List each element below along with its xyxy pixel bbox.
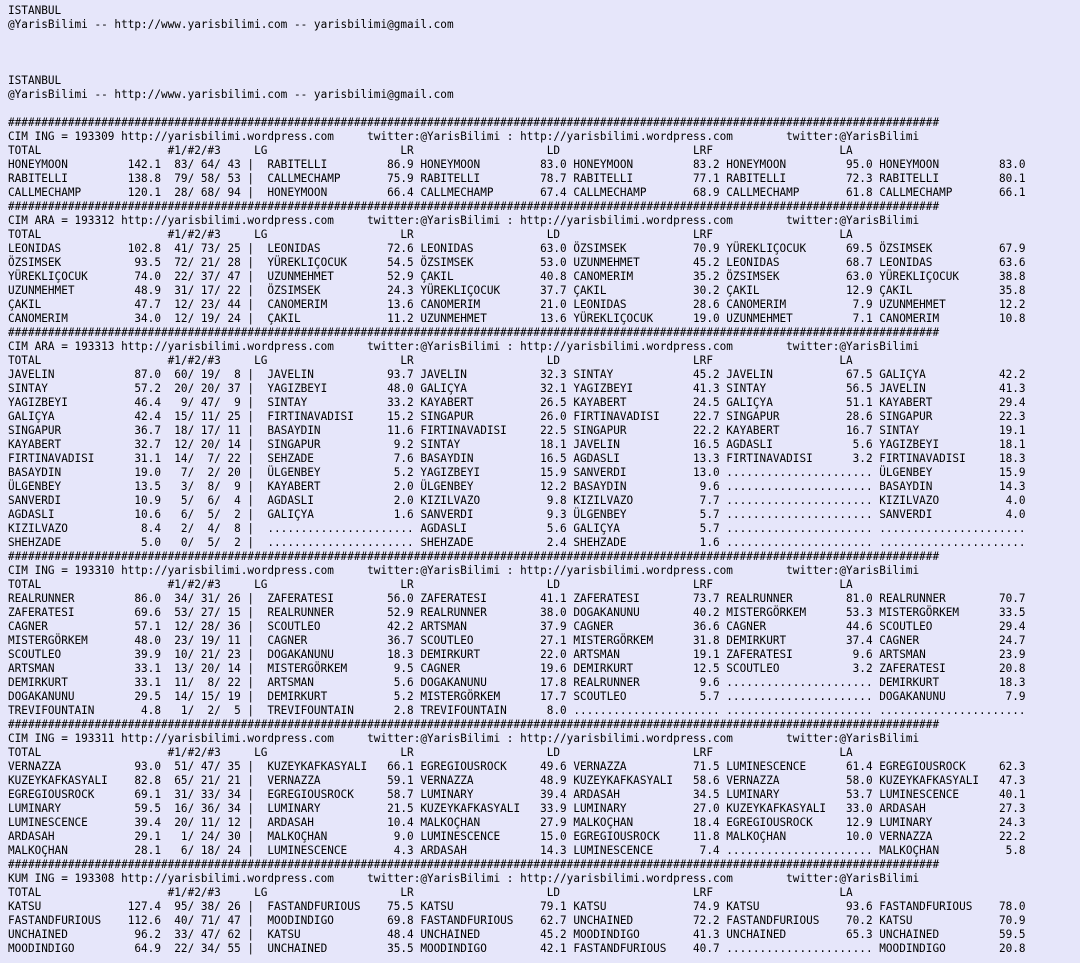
- section-title: CIM ARA = 193313 http://yarisbilimi.wordpress.com twitter:@YarisBilimi : http://yarisbilimi.wordpress.com twitter:@YarisBilimi: [8, 340, 920, 353]
- table-row: BASAYDIN 19.0 7/ 2/ 20 | ÜLGENBEY 5.2 YAGIZBEYI 15.9 SANVERDI 13.0 ...................... ÜLGENBEY 15.9: [8, 466, 1026, 479]
- separator-line: ############################################################################################################################################: [8, 326, 940, 339]
- table-row: KUZEYKAFKASYALI 82.8 65/ 21/ 21 | VERNAZZA 59.1 VERNAZZA 48.9 KUZEYKAFKASYALI 58.6 VERNAZZA 58.0 KUZEYKAFKASYALI 47.3: [8, 774, 1026, 787]
- race-section: [8, 116, 1080, 200]
- table-row: MALKOÇHAN 28.1 6/ 18/ 24 | LUMINESCENCE 4.3 ARDASAH 14.3 LUMINESCENCE 7.4 ...................... MALKOÇHAN 5.8: [8, 844, 1026, 857]
- header-city-repeat: ISTANBUL: [8, 74, 62, 87]
- table-row: YÜREKLIÇOCUK 74.0 22/ 37/ 47 | UZUNMEHMET 52.9 ÇAKIL 40.8 CANOMERIM 35.2 ÖZSIMSEK 63.0 YÜREKLIÇOCUK 38.8: [8, 270, 1026, 283]
- table-row: FASTANDFURIOUS 112.6 40/ 71/ 47 | MOODINDIGO 69.8 FASTANDFURIOUS 62.7 UNCHAINED 72.2 FASTANDFURIOUS 70.2 KATSU 70.9: [8, 914, 1026, 927]
- header-city: ISTANBUL: [8, 4, 62, 17]
- table-row: ARDASAH 29.1 1/ 24/ 30 | MALKOÇHAN 9.0 LUMINESCENCE 15.0 EGREGIOUSROCK 11.8 MALKOÇHAN 10.0 VERNAZZA 22.2: [8, 830, 1026, 843]
- table-row: MOODINDIGO 64.9 22/ 34/ 55 | UNCHAINED 35.5 MOODINDIGO 42.1 FASTANDFURIOUS 40.7 ...................... MOODINDIGO 20.8: [8, 942, 1026, 955]
- table-row: CAGNER 57.1 12/ 28/ 36 | SCOUTLEO 42.2 ARTSMAN 37.9 CAGNER 36.6 CAGNER 44.6 SCOUTLEO 29.4: [8, 620, 1026, 633]
- table-row: TREVIFOUNTAIN 4.8 1/ 2/ 5 | TREVIFOUNTAIN 2.8 TREVIFOUNTAIN 8.0 ...................... ...................... ......................: [8, 704, 1026, 717]
- separator-line: ############################################################################################################################################: [8, 858, 940, 871]
- section-title: CIM ING = 193310 http://yarisbilimi.wordpress.com twitter:@YarisBilimi : http://yarisbilimi.wordpress.com twitter:@YarisBilimi: [8, 564, 920, 577]
- table-row: CANOMERIM 34.0 12/ 19/ 24 | ÇAKIL 11.2 UZUNMEHMET 13.6 YÜREKLIÇOCUK 19.0 UZUNMEHMET 7.1 CANOMERIM 10.8: [8, 312, 1026, 325]
- table-row: KIZILVAZO 8.4 2/ 4/ 8 | ...................... AGDASLI 5.6 GALIÇYA 5.7 ...................... ......................: [8, 522, 1026, 535]
- table-row: FIRTINAVADISI 31.1 14/ 7/ 22 | SEHZADE 7.6 BASAYDIN 16.5 AGDASLI 13.3 FIRTINAVADISI 3.2 FIRTINAVADISI 18.3: [8, 452, 1026, 465]
- column-header: TOTAL #1/#2/#3 LG LR LD LRF LA: [8, 886, 853, 899]
- table-row: ÖZSIMSEK 93.5 72/ 21/ 28 | YÜREKLIÇOCUK 54.5 ÖZSIMSEK 53.0 UZUNMEHMET 45.2 LEONIDAS 68.7 LEONIDAS 63.6: [8, 256, 1026, 269]
- table-row: SCOUTLEO 39.9 10/ 21/ 23 | DOGAKANUNU 18.3 DEMIRKURT 22.0 ARTSMAN 19.1 ZAFERATESI 9.6 ARTSMAN 23.9: [8, 648, 1026, 661]
- table-row: SINGAPUR 36.7 18/ 17/ 11 | BASAYDIN 11.6 FIRTINAVADISI 22.5 SINGAPUR 22.2 KAYABERT 16.7 SINTAY 19.1: [8, 424, 1026, 437]
- table-row: ZAFERATESI 69.6 53/ 27/ 15 | REALRUNNER 52.9 REALRUNNER 38.0 DOGAKANUNU 40.2 MISTERGÖRKEM 53.3 MISTERGÖRKEM 33.5: [8, 606, 1026, 619]
- table-row: HONEYMOON 142.1 83/ 64/ 43 | RABITELLI 86.9 HONEYMOON 83.0 HONEYMOON 83.2 HONEYMOON 95.0 HONEYMOON 83.0: [8, 158, 1026, 171]
- table-row: SANVERDI 10.9 5/ 6/ 4 | AGDASLI 2.0 KIZILVAZO 9.8 KIZILVAZO 7.7 ...................... KIZILVAZO 4.0: [8, 494, 1026, 507]
- section-title: KUM ING = 193308 http://yarisbilimi.wordpress.com twitter:@YarisBilimi : http://yarisbilimi.wordpress.com twitter:@YarisBilimi: [8, 872, 920, 885]
- table-row: KAYABERT 32.7 12/ 20/ 14 | SINGAPUR 9.2 SINTAY 18.1 JAVELIN 16.5 AGDASLI 5.6 YAGIZBEYI 18.1: [8, 438, 1026, 451]
- table-row: ÇAKIL 47.7 12/ 23/ 44 | CANOMERIM 13.6 CANOMERIM 21.0 LEONIDAS 28.6 CANOMERIM 7.9 UZUNMEHMET 12.2: [8, 298, 1026, 311]
- section-title: CIM ING = 193311 http://yarisbilimi.wordpress.com twitter:@YarisBilimi : http://yarisbilimi.wordpress.com twitter:@YarisBilimi: [8, 732, 920, 745]
- column-header: TOTAL #1/#2/#3 LG LR LD LRF LA: [8, 144, 853, 157]
- race-section: [8, 718, 1080, 858]
- column-header: TOTAL #1/#2/#3 LG LR LD LRF LA: [8, 354, 853, 367]
- table-row: MISTERGÖRKEM 48.0 23/ 19/ 11 | CAGNER 36.7 SCOUTLEO 27.1 MISTERGÖRKEM 31.8 DEMIRKURT 37.4 CAGNER 24.7: [8, 634, 1026, 647]
- table-row: SINTAY 57.2 20/ 20/ 37 | YAGIZBEYI 48.0 GALIÇYA 32.1 YAGIZBEYI 41.3 SINTAY 56.5 JAVELIN 41.3: [8, 382, 1026, 395]
- column-header: TOTAL #1/#2/#3 LG LR LD LRF LA: [8, 578, 853, 591]
- table-row: JAVELIN 87.0 60/ 19/ 8 | JAVELIN 93.7 JAVELIN 32.3 SINTAY 45.2 JAVELIN 67.5 GALIÇYA 42.2: [8, 368, 1026, 381]
- race-section: [8, 326, 1080, 550]
- table-row: ARTSMAN 33.1 13/ 20/ 14 | MISTERGÖRKEM 9.5 CAGNER 19.6 DEMIRKURT 12.5 SCOUTLEO 3.2 ZAFERATESI 20.8: [8, 662, 1026, 675]
- table-row: GALIÇYA 42.4 15/ 11/ 25 | FIRTINAVADISI 15.2 SINGAPUR 26.0 FIRTINAVADISI 22.7 SINGAPUR 28.6 SINGAPUR 22.3: [8, 410, 1026, 423]
- table-row: LUMINARY 59.5 16/ 36/ 34 | LUMINARY 21.5 KUZEYKAFKASYALI 33.9 LUMINARY 27.0 KUZEYKAFKASYALI 33.0 ARDASAH 27.3: [8, 802, 1026, 815]
- table-row: YAGIZBEYI 46.4 9/ 47/ 9 | SINTAY 33.2 KAYABERT 26.5 KAYABERT 24.5 GALIÇYA 51.1 KAYABERT 29.4: [8, 396, 1026, 409]
- table-row: UZUNMEHMET 48.9 31/ 17/ 22 | ÖZSIMSEK 24.3 YÜREKLIÇOCUK 37.7 ÇAKIL 30.2 ÇAKIL 12.9 ÇAKIL 35.8: [8, 284, 1026, 297]
- race-section: [8, 550, 1080, 718]
- table-row: DEMIRKURT 33.1 11/ 8/ 22 | ARTSMAN 5.6 DOGAKANUNU 17.8 REALRUNNER 9.6 ...................... DEMIRKURT 18.3: [8, 676, 1026, 689]
- table-row: SHEHZADE 5.0 0/ 5/ 2 | ...................... SHEHZADE 2.4 SHEHZADE 1.6 ...................... ......................: [8, 536, 1026, 549]
- table-row: RABITELLI 138.8 79/ 58/ 53 | CALLMECHAMP 75.9 RABITELLI 78.7 RABITELLI 77.1 RABITELLI 72.3 RABITELLI 80.1: [8, 172, 1026, 185]
- section-title: CIM ING = 193309 http://yarisbilimi.wordpress.com twitter:@YarisBilimi : http://yarisbilimi.wordpress.com twitter:@YarisBilimi: [8, 130, 920, 143]
- table-row: LUMINESCENCE 39.4 20/ 11/ 12 | ARDASAH 10.4 MALKOÇHAN 27.9 MALKOÇHAN 18.4 EGREGIOUSROCK 12.9 LUMINARY 24.3: [8, 816, 1026, 829]
- table-row: EGREGIOUSROCK 69.1 31/ 33/ 34 | EGREGIOUSROCK 58.7 LUMINARY 39.4 ARDASAH 34.5 LUMINARY 53.7 LUMINESCENCE 40.1: [8, 788, 1026, 801]
- table-row: REALRUNNER 86.0 34/ 31/ 26 | ZAFERATESI 56.0 ZAFERATESI 41.1 ZAFERATESI 73.7 REALRUNNER 81.0 REALRUNNER 70.7: [8, 592, 1026, 605]
- table-row: DOGAKANUNU 29.5 14/ 15/ 19 | DEMIRKURT 5.2 MISTERGÖRKEM 17.7 SCOUTLEO 5.7 ...................... DOGAKANUNU 7.9: [8, 690, 1026, 703]
- table-row: LEONIDAS 102.8 41/ 73/ 25 | LEONIDAS 72.6 LEONIDAS 63.0 ÖZSIMSEK 70.9 YÜREKLIÇOCUK 69.5 ÖZSIMSEK 67.9: [8, 242, 1026, 255]
- table-row: AGDASLI 10.6 6/ 5/ 2 | GALIÇYA 1.6 SANVERDI 9.3 ÜLGENBEY 5.7 ...................... SANVERDI 4.0: [8, 508, 1026, 521]
- section-title: CIM ARA = 193312 http://yarisbilimi.wordpress.com twitter:@YarisBilimi : http://yarisbilimi.wordpress.com twitter:@YarisBilimi: [8, 214, 920, 227]
- separator-line: ############################################################################################################################################: [8, 116, 940, 129]
- race-sections: [8, 116, 1080, 956]
- table-row: CALLMECHAMP 120.1 28/ 68/ 94 | HONEYMOON 66.4 CALLMECHAMP 67.4 CALLMECHAMP 68.9 CALLMECHAMP 61.8 CALLMECHAMP 66.1: [8, 186, 1026, 199]
- table-row: UNCHAINED 96.2 33/ 47/ 62 | KATSU 48.4 UNCHAINED 45.2 MOODINDIGO 41.3 UNCHAINED 65.3 UNCHAINED 59.5: [8, 928, 1026, 941]
- race-section: [8, 858, 1080, 956]
- table-row: KATSU 127.4 95/ 38/ 26 | FASTANDFURIOUS 75.5 KATSU 79.1 KATSU 74.9 KATSU 93.6 FASTANDFURIOUS 78.0: [8, 900, 1026, 913]
- table-row: ÜLGENBEY 13.5 3/ 8/ 9 | KAYABERT 2.0 ÜLGENBEY 12.2 BASAYDIN 9.6 ...................... BASAYDIN 14.3: [8, 480, 1026, 493]
- race-section: [8, 200, 1080, 326]
- header-contact-repeat: @YarisBilimi -- http://www.yarisbilimi.com -- yarisbilimi@gmail.com: [8, 88, 454, 101]
- column-header: TOTAL #1/#2/#3 LG LR LD LRF LA: [8, 746, 853, 759]
- column-header: TOTAL #1/#2/#3 LG LR LD LRF LA: [8, 228, 853, 241]
- separator-line: ############################################################################################################################################: [8, 550, 940, 563]
- table-row: VERNAZZA 93.0 51/ 47/ 35 | KUZEYKAFKASYALI 66.1 EGREGIOUSROCK 49.6 VERNAZZA 71.5 LUMINESCENCE 61.4 EGREGIOUSROCK 62.3: [8, 760, 1026, 773]
- header-contact: @YarisBilimi -- http://www.yarisbilimi.com -- yarisbilimi@gmail.com: [8, 18, 454, 31]
- separator-line: ############################################################################################################################################: [8, 200, 940, 213]
- separator-line: ############################################################################################################################################: [8, 718, 940, 731]
